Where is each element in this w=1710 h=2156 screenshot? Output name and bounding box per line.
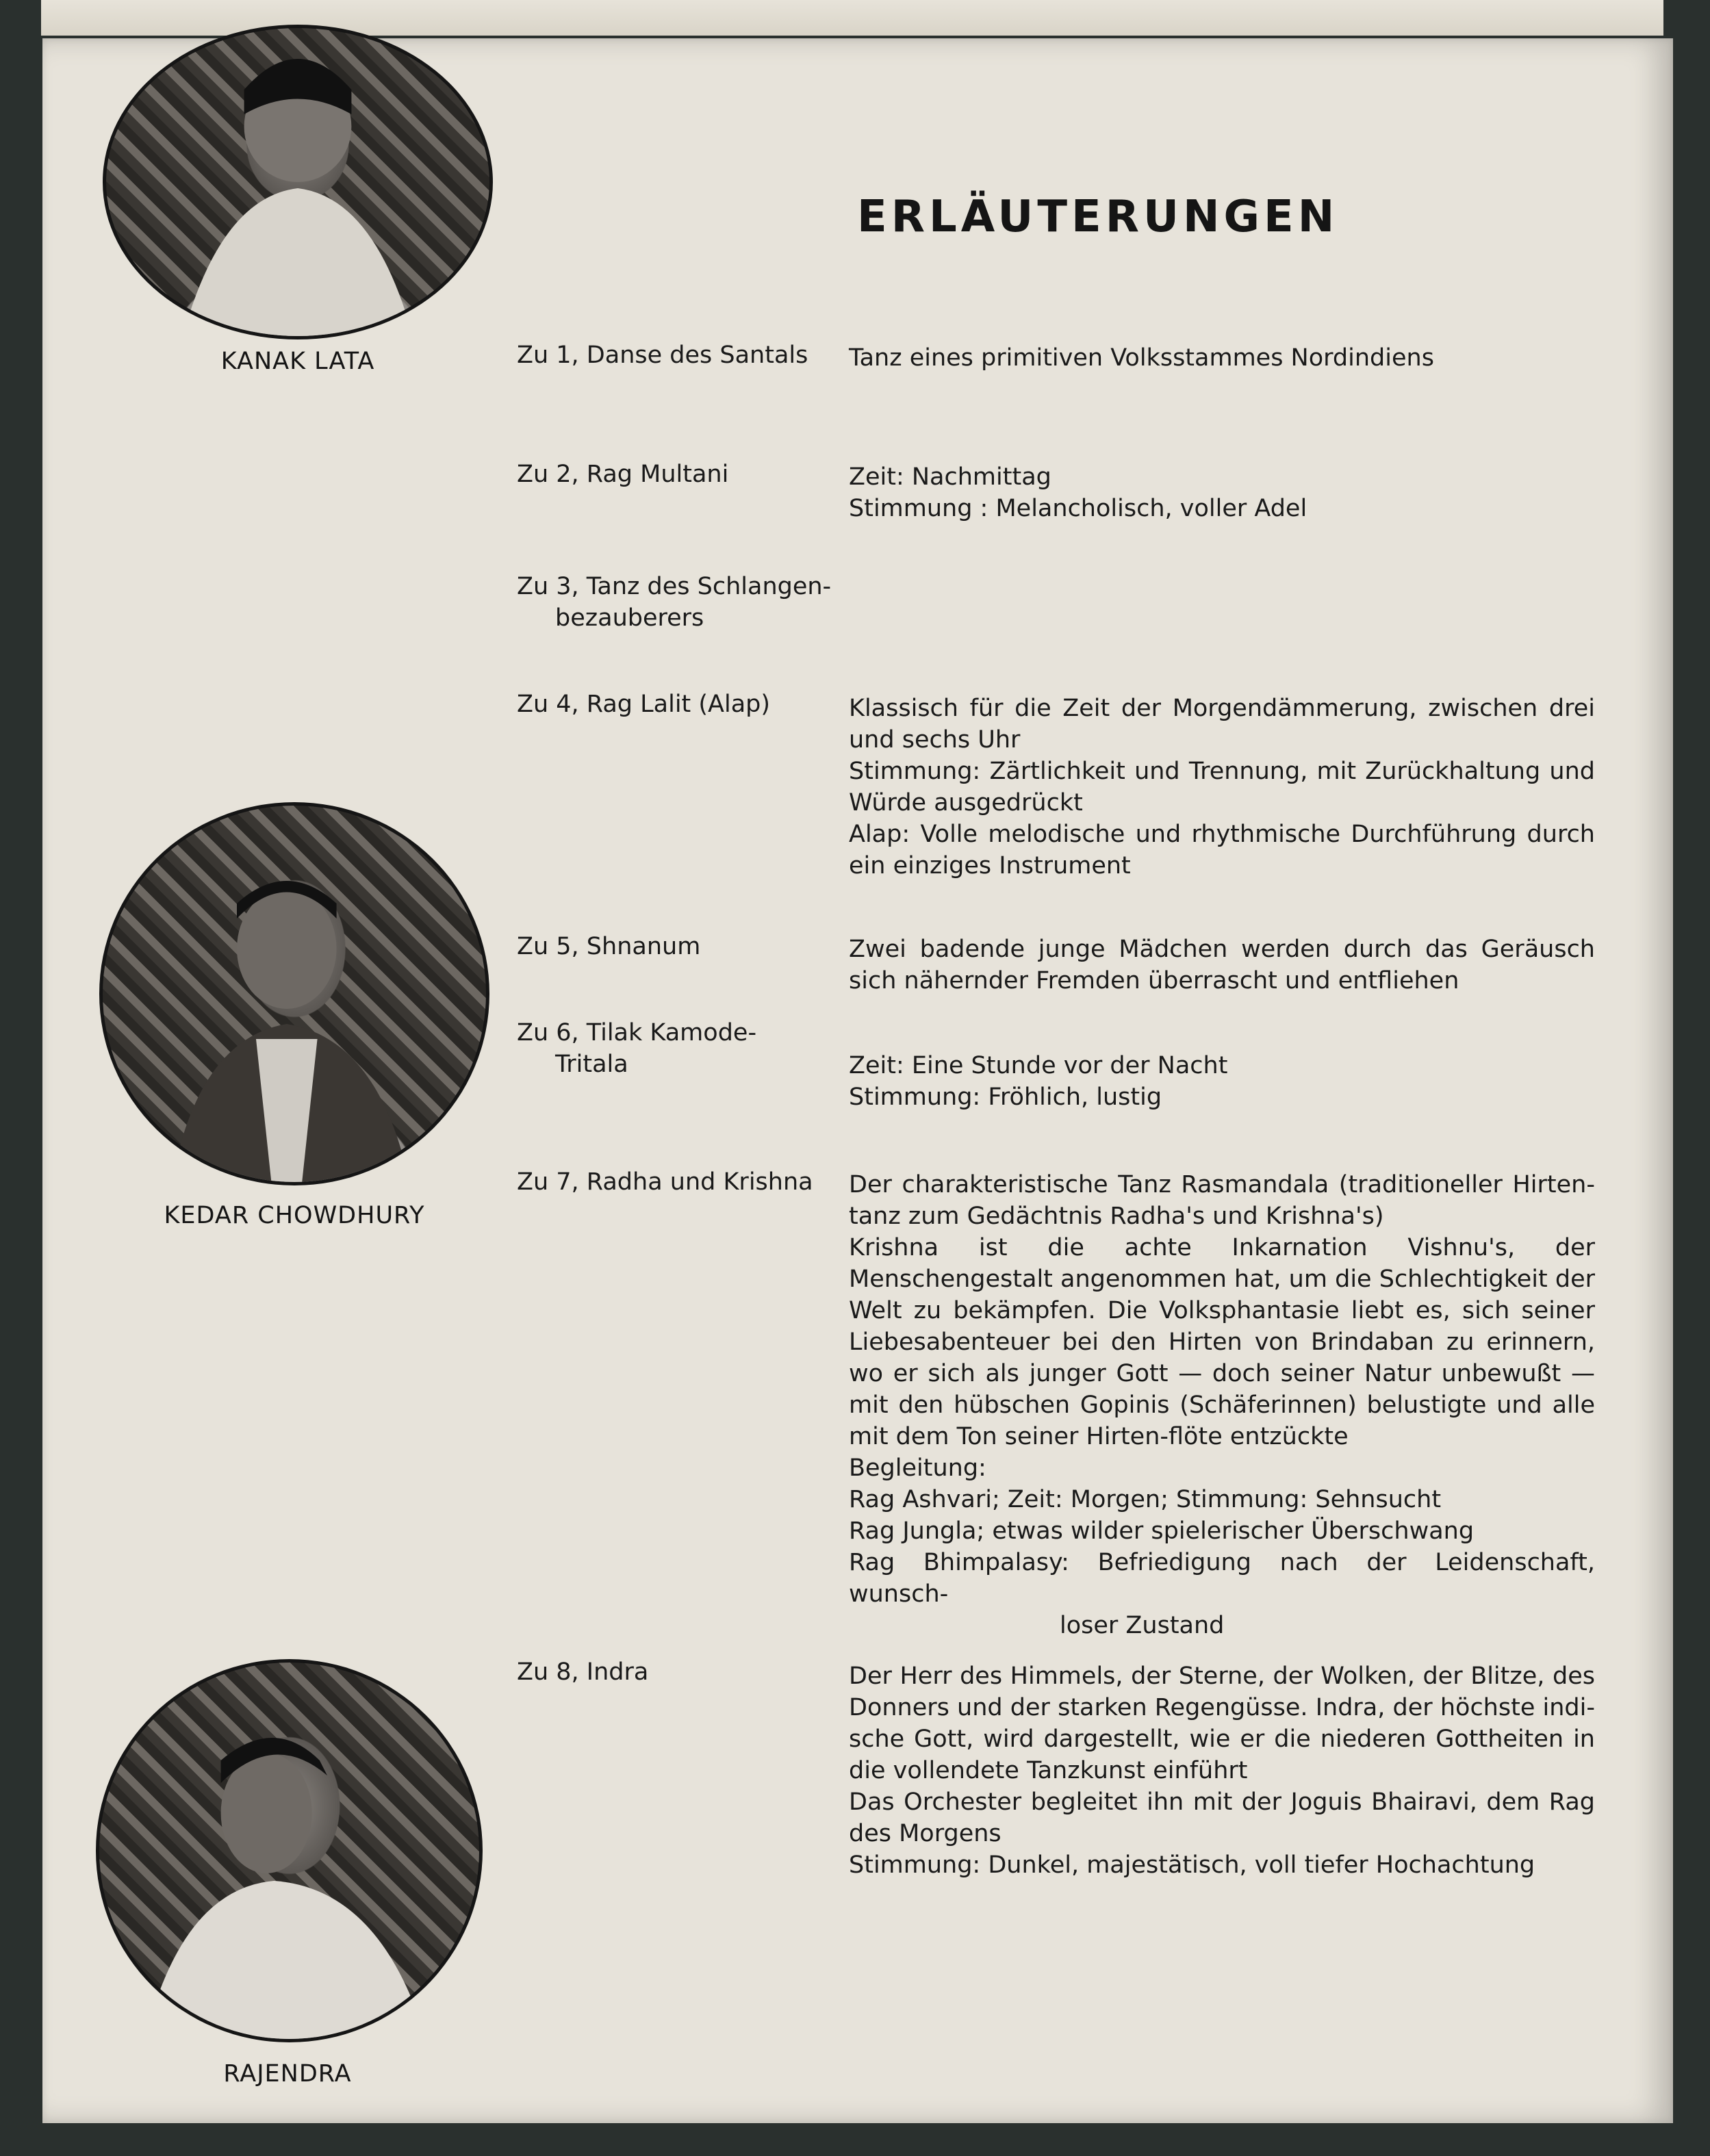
entry-8-description: Der Herr des Himmels, der Sterne, der Wolken, der Blitze, des Donners und der starken Regengüsse. Indra, der höchste indi-sche Gott, wird dargestellt, wie er die niederen Gottheiten in die vollendete Tanzkunst einführt Das Orchester begleitet ihn mit der Joguis Bhairavi, dem Rag des Morgens Stimmung: Dunkel, majestätisch, voll tiefer Hochachtung	[849, 1663, 1595, 1879]
entry-2-description: Zeit: Nachmittag Stimmung : Melancholisch, voller Adel	[849, 463, 1307, 522]
entry-5-description: Zwei badende junge Mädchen werden durch das Geräusch sich nähernder Fremden überrascht und entfliehen	[849, 936, 1595, 994]
entry-3-label: Zu 3, Tanz des Schlangen- bezauberers	[517, 573, 832, 632]
caption-kanak-lata: KANAK LATA	[220, 348, 375, 375]
entry-1-label: Zu 1, Danse des Santals	[517, 342, 808, 369]
entry-6-description: Zeit: Eine Stunde vor der Nacht Stimmung: Fröhlich, lustig	[849, 1052, 1228, 1111]
entry-7-label: Zu 7, Radha und Krishna	[517, 1168, 813, 1196]
page-title: ERLÄUTERUNGEN	[857, 192, 1339, 242]
entry-2-label: Zu 2, Rag Multani	[517, 461, 729, 488]
portrait-kanak-lata	[103, 25, 493, 339]
entry-1-description: Tanz eines primitiven Volksstammes Nordindiens	[849, 344, 1434, 372]
entry-4-description: Klassisch für die Zeit der Morgendämmerung, zwischen drei und sechs Uhr Stimmung: Zärtlichkeit und Trennung, mit Zurückhaltung und Würde ausgedrückt Alap: Volle melodische und rhythmische Durchführung durch ein einziges Instrument	[849, 695, 1595, 880]
entry-6-label: Zu 6, Tilak Kamode- Tritala	[517, 1019, 757, 1078]
caption-rajendra: RAJENDRA	[223, 2060, 352, 2088]
entry-8-label: Zu 8, Indra	[517, 1658, 649, 1686]
entry-5-label: Zu 5, Shnanum	[517, 933, 701, 960]
portrait-rajendra	[96, 1659, 483, 2042]
entry-4-label: Zu 4, Rag Lalit (Alap)	[517, 691, 771, 718]
entry-7-description: Der charakteristische Tanz Rasmandala (traditioneller Hirten-tanz zum Gedächtnis Radha's und Krishna's) Krishna ist die achte Inkarnation Vishnu's, der Menschengestalt angenommen hat, um die Schlechtigkeit der Welt zu bekämpfen. Die Volksphantasie liebt es, sich seiner Liebesabenteuer bei den Hirten von Brindaban zu erinnern, wo er sich als junger Gott — doch seiner Natur unbewußt — mit den hübschen Gopinis (Schäferinnen) belustigte und alle mit dem Ton seiner Hirten-flöte entzückte Begleitung: Rag Ashvari; Zeit: Morgen; Stimmung: Sehnsucht Rag Jungla; etwas wilder spielerischer Überschwang Rag Bhimpalasy: Befriedigung nach der Leidenschaft, wunsch- loser Zustand	[849, 1171, 1595, 1639]
portrait-kedar-chowdhury	[99, 802, 489, 1185]
caption-kedar-chowdhury: KEDAR CHOWDHURY	[164, 1202, 425, 1229]
